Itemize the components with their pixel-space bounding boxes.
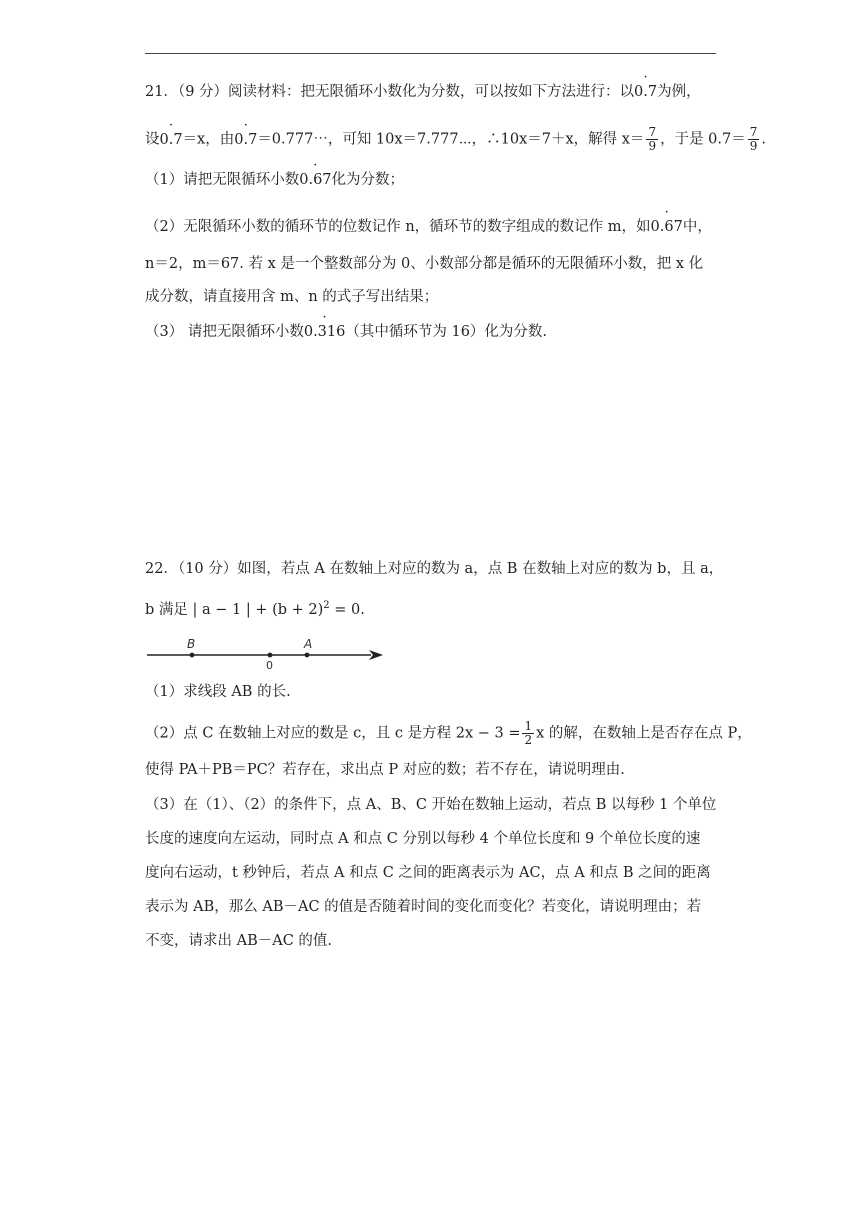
fraction [646, 126, 658, 153]
fraction [522, 720, 534, 747]
text: （其中循环节为 16）化为分数. [345, 324, 548, 340]
q22-part-1: （1）求线段 AB 的长. [145, 684, 291, 700]
text: ＝x，由 [182, 131, 235, 148]
repeating-decimal: · 0.7 [234, 130, 257, 150]
label-zero: 0 [266, 659, 273, 672]
q21-intro-tail: 为例， [657, 84, 701, 100]
point-a [305, 653, 310, 658]
denominator: 9 [749, 139, 758, 153]
q21-line-1 [145, 82, 701, 102]
exponent: 2 [323, 600, 330, 611]
q22-line-2 [145, 596, 365, 620]
q21-part-2-line-3: 成分数，请直接用含 m、n 的式子写出结果； [145, 289, 439, 305]
q22-part-3-line-2: 长度的速度向左运动，同时点 A 和点 C 分别以每秒 4 个单位长度和 9 个单位长度的速 [145, 831, 701, 847]
q21-part-1 [145, 170, 404, 190]
denominator: 9 [648, 139, 657, 153]
text: （2）点 C 在数轴上对应的数是 c，且 c 是方程 2x − 3 = [145, 725, 521, 742]
text: 化为分数； [331, 172, 405, 188]
denominator: 2 [524, 733, 533, 747]
text: 设 [145, 131, 160, 148]
q22-part-2-line-1 [145, 720, 752, 747]
text: ＝0.777⋯，可知 10x＝7.777⋯，∴10x＝7＋x，解得 x＝ [257, 131, 645, 148]
q22-part-3-line-4: 表示为 AB，那么 AB－AC 的值是否随着时间的变化而变化？若变化，请说明理由；若 [145, 899, 702, 915]
text: （1）请把无限循环小数 [145, 172, 300, 188]
q22-part-2-line-2: 使得 PA＋PB＝PC？若存在，求出点 P 对应的数；若不存在，请说明理由. [145, 762, 625, 778]
number-line-figure [145, 632, 390, 672]
text: 中， [682, 219, 712, 235]
point-b [190, 653, 195, 658]
text: （3） 请把无限循环小数 [145, 324, 304, 340]
q21-intro-text: 21．（9 分）阅读材料：把无限循环小数化为分数，可以按如下方法进行：以 [145, 84, 635, 100]
text: （2）无限循环小数的循环节的位数记作 n，循环节的数字组成的数记作 m，如 [145, 219, 651, 235]
numerator: 7 [749, 125, 758, 139]
text: . [761, 131, 766, 148]
q21-line-2 [145, 126, 766, 153]
q21-part-2-line-2: n＝2，m＝67. 若 x 是一个整数部分为 0、小数部分都是循环的无限循环小数，把 x 化 [145, 256, 704, 272]
axis-arrow [369, 650, 383, 660]
numerator: 7 [648, 125, 657, 139]
q21-part-2-line-1 [145, 217, 712, 237]
repeating-decimal: · 0.7 [634, 82, 657, 102]
repeating-decimal: · 0.7 [160, 130, 183, 150]
text: b 满足 | a − 1 | + (b + 2) [145, 601, 324, 618]
point-origin [268, 653, 273, 658]
repeating-decimal: · 0.67 [299, 170, 331, 190]
repeating-decimal: · 0.67 [651, 217, 683, 237]
label-a: A [304, 637, 313, 651]
text: x 的解，在数轴上是否存在点 P， [536, 725, 752, 742]
text: ，于是 0.7＝ [660, 131, 746, 148]
header-rule [145, 53, 716, 54]
q21-part-3 [145, 322, 547, 342]
q22-part-3-line-3: 度向右运动，t 秒钟后，若点 A 和点 C 之间的距离表示为 AC，点 A 和点 B 之间的距离 [145, 865, 711, 881]
numerator: 1 [524, 719, 533, 733]
label-b: B [187, 637, 196, 651]
repeating-decimal: · 0.316 [304, 322, 346, 342]
q22-part-3-line-1: （3）在（1）、（2）的条件下，点 A、B、C 开始在数轴上运动，若点 B 以每秒 1 个单位 [145, 797, 717, 813]
q22-part-3-line-5: 不变，请求出 AB－AC 的值. [145, 933, 333, 949]
q22-line-1: 22．（10 分）如图，若点 A 在数轴上对应的数为 a，点 B 在数轴上对应的数为 b，且 a， [145, 561, 724, 577]
text: = 0. [329, 601, 365, 618]
fraction [748, 126, 760, 153]
